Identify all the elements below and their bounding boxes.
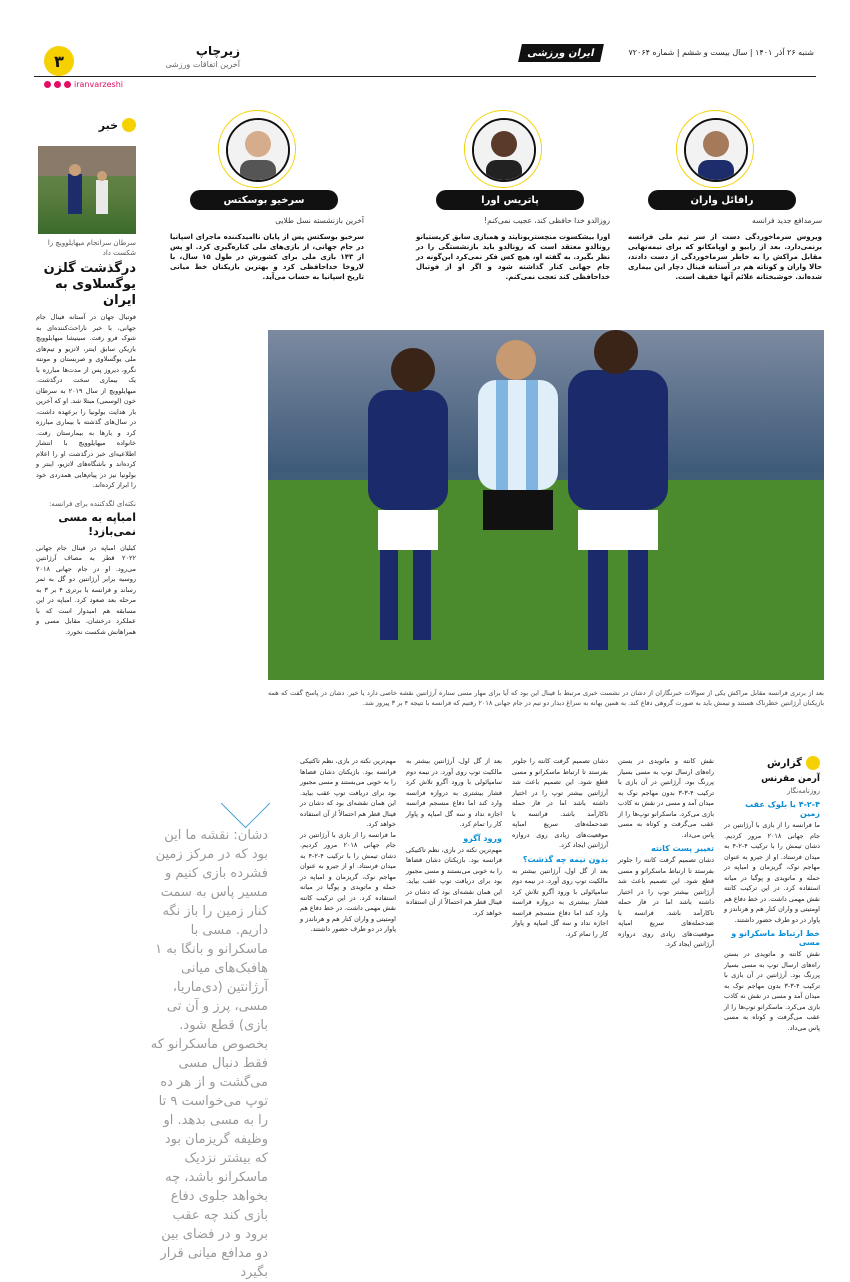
header-rule xyxy=(34,76,816,77)
card-quote: سرخیو بوسکتس پس از پایان ناامیدکننده ماجرای اسپانیا در جام جهانی، از بازی‌های ملی کناره‌گیری کرد. او پس از ۱۴۳ بازی ملی برای کشورش در طول ۱۵ سال، با لاروخا خداحافظی کرد و بهترین بازیکنان خط میانی تاریخ اسپانیا به حساب می‌آید. xyxy=(170,233,364,281)
nokte-label: نکته‌ای لگدکننده برای فرانسه: xyxy=(48,499,136,508)
instagram-icon xyxy=(44,81,51,88)
author-name: آرمن مقرنس xyxy=(761,774,820,784)
author-role: روزنامه‌نگار xyxy=(786,787,820,795)
body-column-3 xyxy=(512,756,608,939)
body-column-5 xyxy=(300,756,396,935)
instagram-text: iranvarzeshi xyxy=(74,80,123,89)
yellow-dot-icon xyxy=(806,756,820,770)
left-column xyxy=(36,118,136,637)
photo-caption: سرطان سرانجام میهایلوویچ را شکست داد xyxy=(47,239,136,257)
section-subtitle: آخرین اتفاقات ورزشی xyxy=(165,60,240,69)
nokte-body: کیلیان امباپه در فینال جام جهانی ۲۰۲۲ قطر به مصاف آرژانتین می‌رود. او در جام جهانی ۲۰۱۸ روسیه برابر آرژانتین دو گل به ثمر رساند و فرانسه با برتری ۴ بر ۳ به مرحله بعد صعود کرد. امباپه در این مسابقه هم امیدوار است که با عملکرد درخشان، مقابل مسی و همراهانش شکست نخورد. xyxy=(36,543,136,636)
body-text: بعد از گل اول، آرژانتین بیشتر به مالکیت توپ روی آورد. در نیمه دوم سامپائولی با ورود آگرو تلاش کرد فشار بیشتری به دروازه فرانسه وارد کند اما دفاع منسجم فرانسه اجازه نداد و سه گل امباپه و پاوار کار را تمام کرد. xyxy=(512,866,608,938)
body-column-1 xyxy=(724,756,820,1033)
card-role: سرمدافع جدید فرانسه xyxy=(751,216,822,225)
nokte-title: امباپه به مسی نمی‌بازد! xyxy=(58,510,136,538)
telegram-icon xyxy=(54,81,61,88)
quote-arrow-icon xyxy=(221,779,270,828)
news-title: درگذشت گلزن یوگسلاوی به ایران xyxy=(43,261,136,308)
body-text: ما فرانسه را از بازی با آرژانتین در جام جهانی ۲۰۱۸ مرور کردیم. دشان تیمش را با ترکیب ۴-۲-۴ به میدان فرستاد. او از جیرو به عنوان مهاجم نوک، گریزمان و امباپه در حمله و ماتویدی و پوگبا در میانه استفاده کرد. در این ترکیب کانته نقش مهمی داشت. در خط دفاع هم اومتیتی و واران کنار هم و هرناندز و پاوار در دو طرف حضور داشتند. xyxy=(724,821,820,924)
news-photo xyxy=(38,146,136,234)
avatar-evra xyxy=(472,118,536,182)
issue-info: شنبه ۲۶ آذر ۱۴۰۱ | سال بیست و ششم | شماره ۷۲۰۶۴ xyxy=(628,48,814,57)
main-photo xyxy=(268,330,824,680)
quote-card-varane xyxy=(628,110,822,290)
instagram-handle[interactable] xyxy=(44,80,123,89)
subhead: ورود آگرو xyxy=(463,833,502,843)
subhead: خط ارتباط ماسکرانو و مسی xyxy=(731,929,820,947)
body-text: دشان تصمیم گرفت کانته را جلوتر بفرستد تا ارتباط ماسکرانو و مسی قطع شود. این تصمیم باعث شد آرژانتین بیشتر توپ را در اختیار داشته باشد اما در فاز حمله ناکارآمد باشد. فرانسه با ضدحمله‌های سریع امباپه موقعیت‌های زیادی روی دروازه آرژانتین ایجاد کرد. xyxy=(512,757,608,849)
news-label: خبر xyxy=(36,118,136,132)
avatar-varane xyxy=(684,118,748,182)
article-lead: بعد از برتری فرانسه مقابل مراکش یکی از سوالات خبرنگاران از دشان در نشست خبری مرتبط با فینال این بود که آیا برای مهار مسی ستاره آرژانتین نقشه خاصی دارد یا خیر. دشان در پاسخ گفت که همه بازیکنان آرژانتین خطرناک هستند و تیمش باید به صورت گروهی دفاع کند. به همین بهانه به سراغ دیدار دو تیم در جام جهانی ۲۰۱۸ رفتیم که فرانسه با نتیجه ۴ بر ۳ پیروز شد. xyxy=(268,689,824,707)
card-name: سرخیو بوسکتس xyxy=(190,190,338,210)
card-name: رافائل واران xyxy=(648,190,796,210)
card-name: پاتریس اورا xyxy=(436,190,584,210)
card-quote: ویروس سرماخوردگی دست از سر تیم ملی فرانسه برنمی‌دارد. بعد از رابیو و اوپامکانو که برای نیمه‌نهایی مقابل مراکش را به خاطر سرماخوردگی از دست دادند، حالا واران و کوناته هم در آستانه فینال دچار این بیماری شده‌اند. خوشبختانه علائم آنها خفیف است. xyxy=(628,233,822,281)
body-text: نقش کانته و ماتویدی در بستن راه‌های ارسال توپ به مسی بسیار پررنگ بود. آرژانتین در آن بازی با ترکیب ۴-۳-۳ بدون مهاجم نوک به میدان آمد و مسی در نقش نه کاذب بازی می‌کرد. ماسکرانو توپ‌ها را از عقب می‌گرفت و کوتاه به مسی پاس می‌داد. xyxy=(618,757,715,839)
page-number: ۳ xyxy=(44,46,74,76)
card-role: آخرین بازنشسته نسل طلایی xyxy=(275,216,364,225)
newspaper-logo: ایران ورزشی xyxy=(518,44,604,62)
news-body: فوتبال جهان در آستانه فینال جام جهانی، با خبر ناراحت‌کننده‌ای به شوک فرو رفت. سینیشا میهایلوویچ بازیکن سابق اینتر، لاتزیو و تیم‌های ملی یوگسلاوی و صربستان و مونته نگرو، دیروز پس از مدت‌ها مبارزه با یک بیماری سخت درگذشت. میهایلوویچ از سال ۲۰۱۹ به سرطان خون (لوسمی) مبتلا شد. او که آخرین بار هدایت بولونیا را برعهده داشت، در سال‌های گذشته با بیماری مبارزه کرد و بارها به بیمارستان رفت. خانواده میهایلوویچ با انتشار اطلاعیه‌ای خبر درگذشت او را اعلام کرده‌اند و باشگاه‌های لاتزیو، اینتر و بولونیا نیز در پیام‌هایی همدردی خود را ابراز کرده‌اند. xyxy=(36,313,136,489)
body-text: دشان تصمیم گرفت کانته را جلوتر بفرستد تا ارتباط ماسکرانو و مسی قطع شود. این تصمیم باعث شد آرژانتین بیشتر توپ را در اختیار داشته باشد اما در فاز حمله ناکارآمد باشد. فرانسه با ضدحمله‌های سریع امباپه موقعیت‌های زیادی روی دروازه آرژانتین ایجاد کرد. xyxy=(618,856,714,948)
report-label: گزارش xyxy=(724,756,820,770)
body-text: مهم‌ترین نکته در بازی، نظم تاکتیکی فرانسه بود. بازیکنان دشان فضاها را به خوبی می‌بستند و مسی مجبور بود برای دریافت توپ عقب بیاید. این همان نقشه‌ای بود که دشان در فینال قطر هم احتمالاً از آن استفاده خواهد کرد. xyxy=(300,757,396,828)
body-text: بعد از گل اول، آرژانتین بیشتر به مالکیت توپ روی آورد. در نیمه دوم سامپائولی با ورود آگرو تلاش کرد فشار بیشتری به دروازه فرانسه وارد کند اما دفاع منسجم فرانسه اجازه نداد و سه گل امباپه و پاوار کار را تمام کرد. xyxy=(406,757,502,828)
card-role: روزالدو خدا حافظی کند، عجیب نمی‌کنم! xyxy=(484,216,610,225)
quote-card-busquets xyxy=(170,110,364,290)
subhead: بدون نیمه چه گذشت؟ xyxy=(522,854,608,864)
subhead: تغییر پست کانته xyxy=(651,844,714,853)
body-column-2 xyxy=(618,756,714,950)
twitter-icon xyxy=(64,81,71,88)
quote-card-evra xyxy=(416,110,610,290)
card-quote: اورا بیشکسوت منچستریونایتد و همبازی سابق کریستیانو رونالدو معتقد است که رونالدو باید بازنشستگی را در نظر بگیرد. به گفته او، هیچ کس فکر نمی‌کرد این‌گونه در جام جهانی کنار گذاشته شود و اگر او از فوتبال خداحافظی کند تعجب نمی‌کنم. xyxy=(416,233,610,281)
yellow-dot-icon xyxy=(122,118,136,132)
pull-quote: دشان: نقشه ما این بود که در مرکز زمین فشرده بازی کنیم و مسیر پاس به سمت کنار زمین را باز نگه داریم. مسی با ماسکرانو و بانگا به ۱ هافبک‌های میانی آرژانتین (دی‌ماریا، مسی، پرز و آن تی بازی) قطع شود. بخصوص ماسکرانو که فقط دنبال مسی می‌گشت و از هر ده توپ می‌خواست ۹ تا را به مسی بدهد. او وظیفه گریزمان بود که بیشتر نزدیک ماسکرانو باشد، چه بخواهد جلوی دفاع بازی کند چه عقب برود و در فضای بین دو مدافع میانی قرار بگیرد xyxy=(150,828,268,1280)
subhead: ۴-۲-۴ یا بلوک عقب زمین xyxy=(745,800,820,818)
avatar-busquets xyxy=(226,118,290,182)
body-text: ما فرانسه را از بازی با آرژانتین در جام جهانی ۲۰۱۸ مرور کردیم. دشان تیمش را با ترکیب ۴-۲-۴ به میدان فرستاد. او از جیرو به عنوان مهاجم نوک، گریزمان و امباپه در حمله و ماتویدی و پوگبا در میانه استفاده کرد. در این ترکیب کانته نقش مهمی داشت. در خط دفاع هم اومتیتی و واران کنار هم و هرناندز و پاوار در دو طرف حضور داشتند. xyxy=(300,830,396,933)
body-text: نقش کانته و ماتویدی در بستن راه‌های ارسال توپ به مسی بسیار پررنگ بود. آرژانتین در آن بازی با ترکیب ۴-۳-۳ بدون مهاجم نوک به میدان آمد و مسی در نقش نه کاذب بازی می‌کرد. ماسکرانو توپ‌ها را از عقب می‌گرفت و کوتاه به مسی پاس می‌داد. xyxy=(724,950,821,1032)
body-text: مهم‌ترین نکته در بازی، نظم تاکتیکی فرانسه بود. بازیکنان دشان فضاها را به خوبی می‌بستند و مسی مجبور بود برای دریافت توپ عقب بیاید. این همان نقشه‌ای بود که دشان در فینال قطر هم احتمالاً از آن استفاده خواهد کرد. xyxy=(406,845,502,917)
section-title: زیرچاپ xyxy=(195,44,240,58)
body-column-4 xyxy=(406,756,502,918)
